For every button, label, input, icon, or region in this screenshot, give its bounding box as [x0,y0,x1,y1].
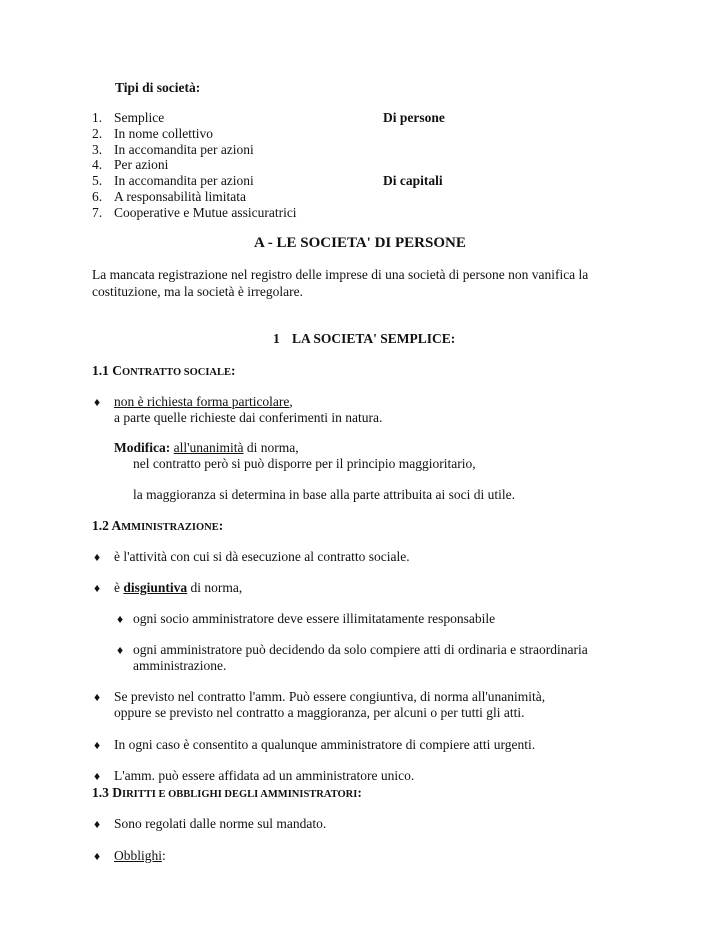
section-1-title: LA SOCIETA' SEMPLICE: [292,331,456,346]
types-list-number: 5. [92,173,103,188]
bullet-icon: ♦ [94,395,101,409]
amm-bullet-2: è disgiuntiva di norma, [114,580,243,595]
amm-sub-bullet-2-line-1: ogni amministratore può decidendo da solo compiere atti di ordinaria e straordinaria [133,642,588,657]
bullet-icon: ♦ [117,643,124,657]
section-a-title: A - LE SOCIETA' DI PERSONE [254,235,466,251]
types-list-number: 6. [92,189,103,204]
amm-bullet-4: In ogni caso è consentito a qualunque amministratore di compiere atti urgenti. [114,737,536,752]
types-list-number: 3. [92,142,103,157]
types-list-item: Cooperative e Mutue assicuratrici [114,205,297,220]
contratto-line-2: a parte quelle richieste dai conferimenti in natura. [114,410,383,425]
contratto-bullet-1: non è richiesta forma particolare, [114,394,293,409]
amm-bullet-3-line-2: oppure se previsto nel contratto a maggioranza, per alcuni o per tutti gli atti. [114,705,525,720]
amm-sub-bullet-1: ogni socio amministratore deve essere illimitatamente responsabile [133,611,496,626]
section-1-number: 1 [273,331,280,346]
types-list-number: 4. [92,157,103,172]
types-list-item: In nome collettivo [114,126,213,141]
amm-bullet-1: è l'attività con cui si dà esecuzione al contratto sociale. [114,549,410,564]
bullet-icon: ♦ [94,849,101,863]
bullet-icon: ♦ [94,581,101,595]
modifica-line-2: nel contratto però si può disporre per il principio maggioritario, [133,456,476,471]
types-title: Tipi di società: [115,80,201,95]
amm-bullet-3-line-1: Se previsto nel contratto l'amm. Può essere congiuntiva, di norma all'unanimità, [114,689,546,704]
intro-line-2: costituzione, ma la società è irregolare. [92,284,304,299]
types-list-item: Per azioni [114,157,169,172]
heading-1-1: 1.1 CONTRATTO SOCIALE: [92,363,236,378]
types-list-item: Semplice [114,110,165,125]
types-list-item: A responsabilità limitata [114,189,246,204]
heading-1-3: 1.3 DIRITTI E OBBLIGHI DEGLI AMMINISTRATORI: [92,785,362,800]
amm-bullet-5: L'amm. può essere affidata ad un amministratore unico. [114,768,415,783]
diritti-bullet-2: Obblighi: [114,848,166,863]
diritti-bullet-1: Sono regolati dalle norme sul mandato. [114,816,327,831]
types-list-number: 7. [92,205,103,220]
group-capitali-label: Di capitali [383,173,443,188]
bullet-icon: ♦ [94,817,101,831]
types-list-item: In accomandita per azioni [114,142,254,157]
bullet-icon: ♦ [117,612,124,626]
intro-line-1: La mancata registrazione nel registro delle imprese di una società di persone non vanifica la [92,267,589,282]
amm-sub-bullet-2-line-2: amministrazione. [133,658,227,673]
bullet-icon: ♦ [94,769,101,783]
modifica-line-3: la maggioranza si determina in base alla parte attribuita ai soci di utile. [133,487,515,502]
types-list-item: In accomandita per azioni [114,173,254,188]
bullet-icon: ♦ [94,690,101,704]
bullet-icon: ♦ [94,550,101,564]
bullet-icon: ♦ [94,738,101,752]
group-persone-label: Di persone [383,110,445,125]
types-list-number: 2. [92,126,103,141]
modifica-line: Modifica: all'unanimità di norma, [114,440,299,455]
types-list-number: 1. [92,110,103,125]
heading-1-2: 1.2 AMMINISTRAZIONE: [92,518,224,533]
